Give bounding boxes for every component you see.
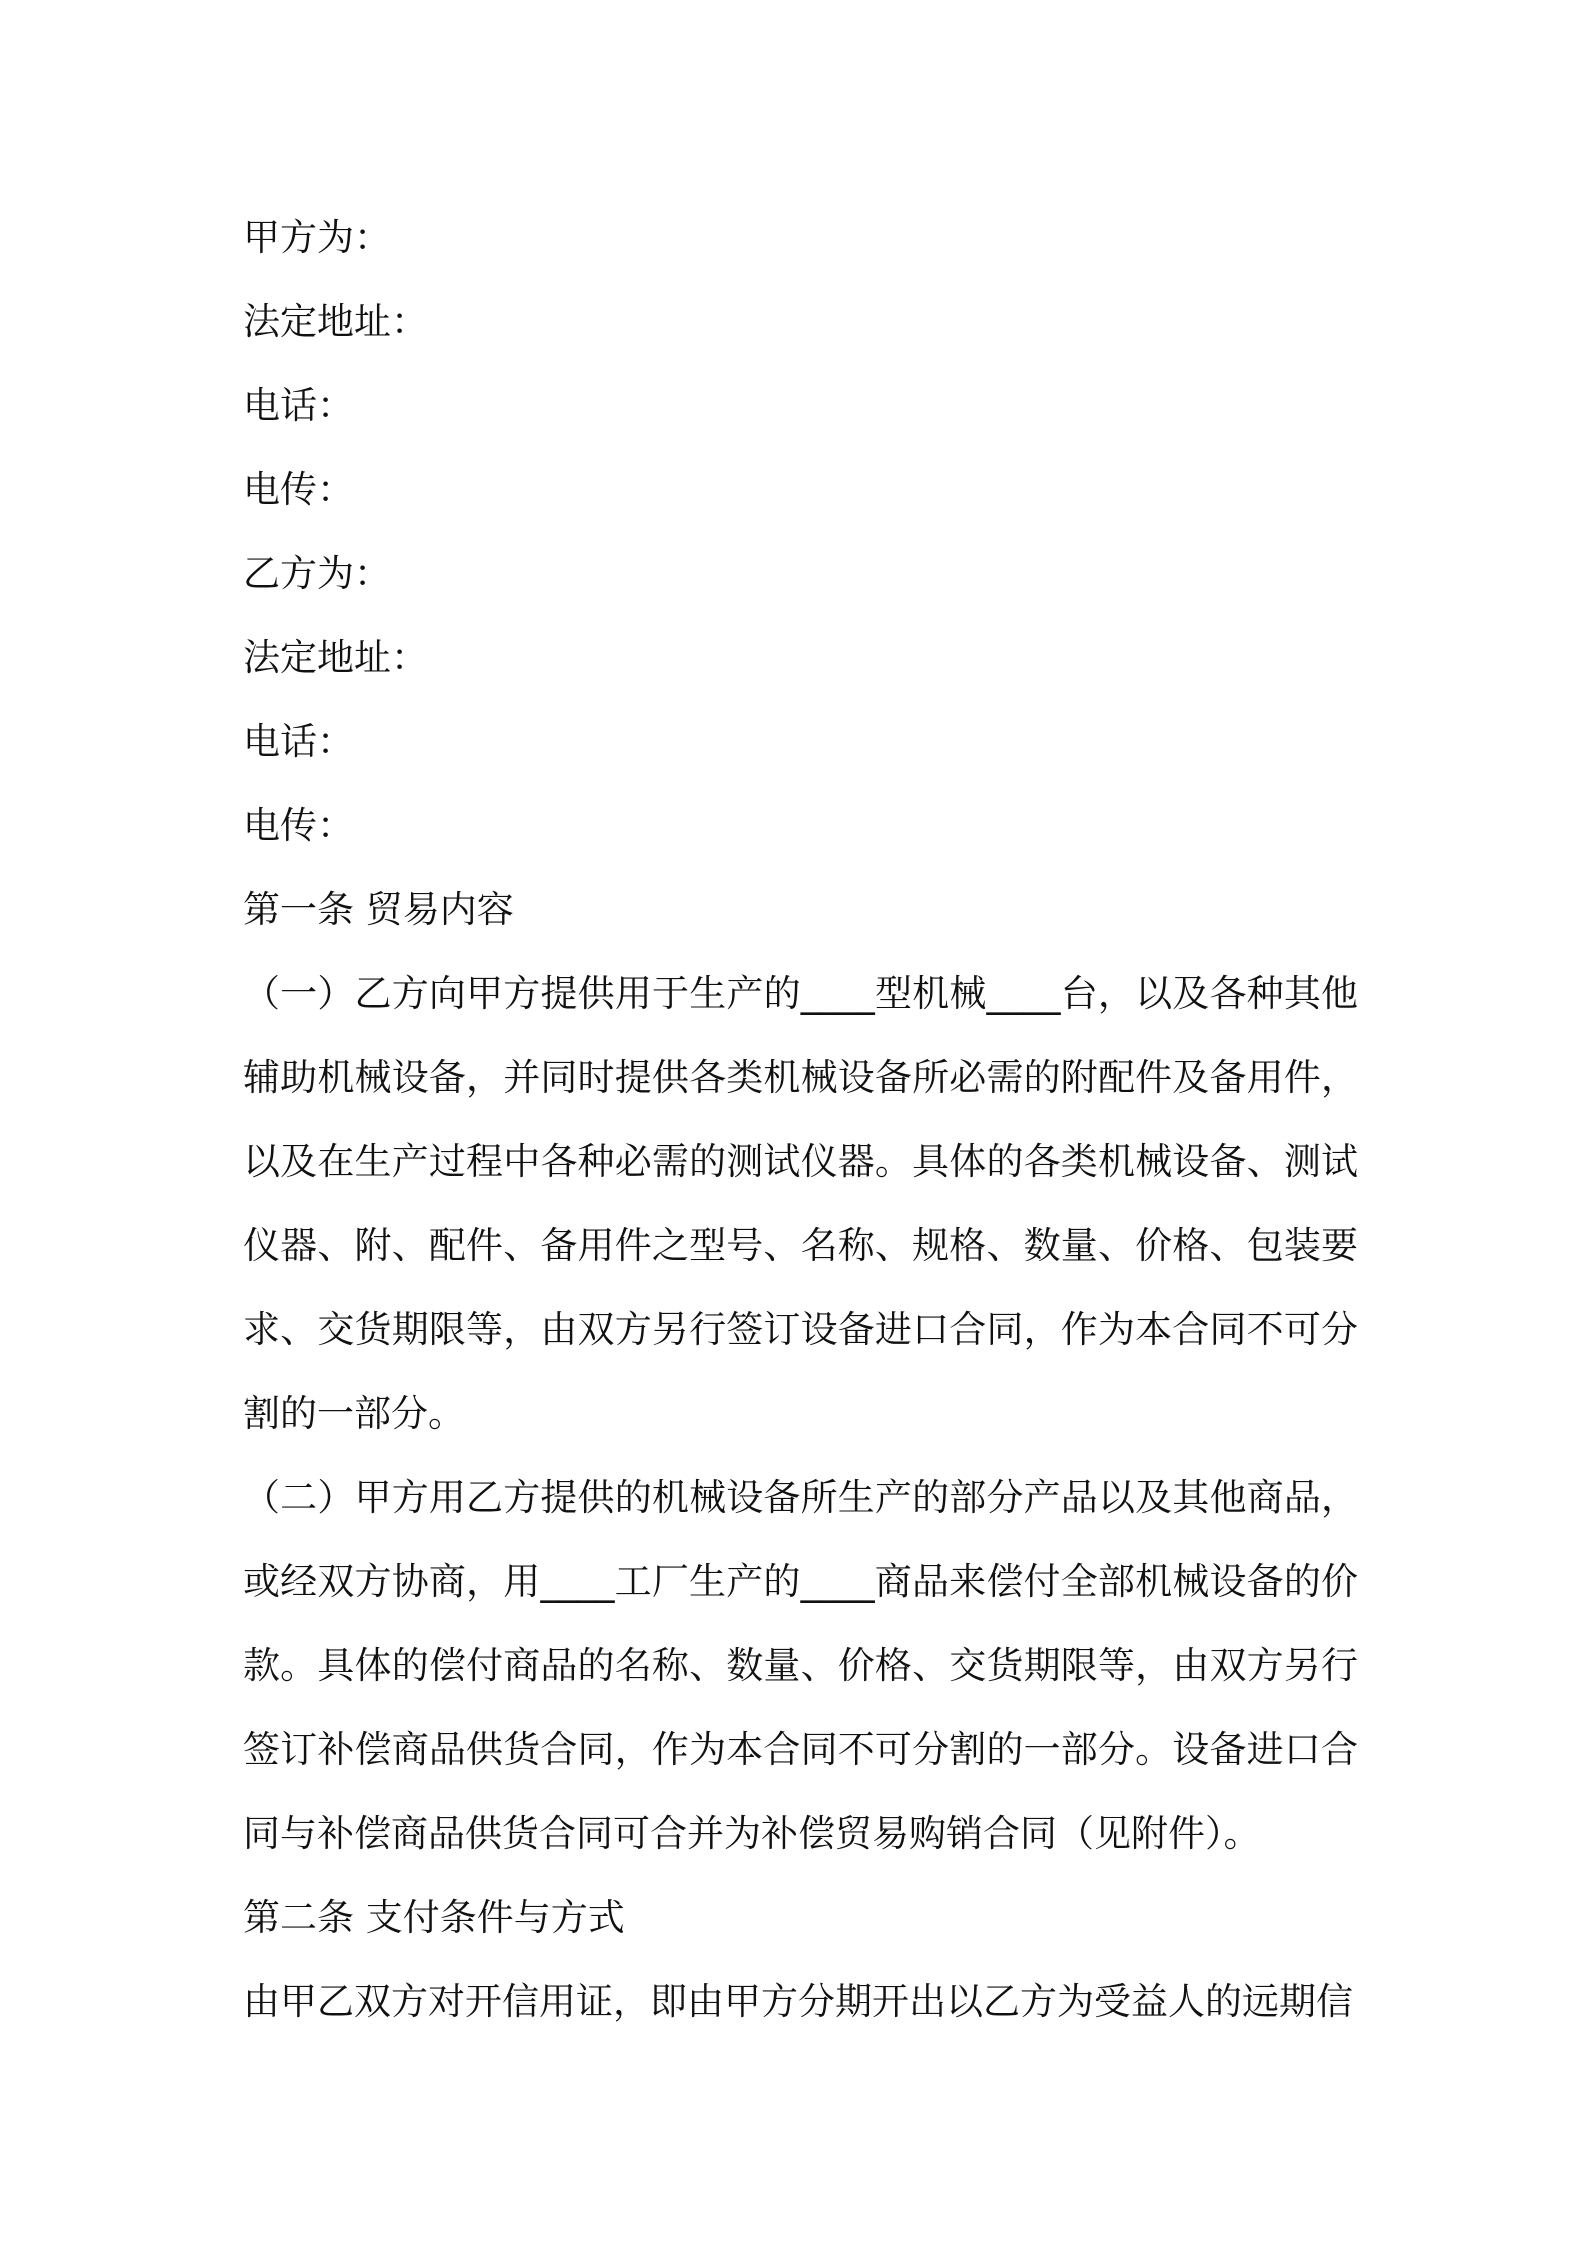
party-b-name-label: 乙方为： [243, 552, 391, 595]
article-1-heading: 第一条 贸易内容 [243, 888, 514, 931]
party-b-phone-label: 电话： [243, 720, 354, 763]
party-a-fax-label: 电传： [243, 468, 354, 511]
party-a-phone-label: 电话： [243, 384, 354, 427]
party-a-address-label: 法定地址： [243, 300, 428, 343]
party-a-name-label: 甲方为： [243, 216, 391, 259]
party-b-address-label: 法定地址： [243, 636, 428, 679]
article-1-clause-1: （一）乙方向甲方提供用于生产的____型机械____台，以及各种其他辅助机械设备，并同时提供各类机械设备所必需的附配件及备用件，以及在生产过程中各种必需的测试仪器。具体的各类机械设备、测试仪器、附、配件、备用件之型号、名称、规格、数量、价格、包装要求、交货期限等，由双方另行签订设备进口合同，作为本合同不可分割的一部分。 [243, 972, 1358, 1435]
article-1-clause-2: （二）甲方用乙方提供的机械设备所生产的部分产品以及其他商品，或经双方协商，用____工厂生产的____商品来偿付全部机械设备的价款。具体的偿付商品的名称、数量、价格、交货期限等，由双方另行签订补偿商品供货合同，作为本合同不可分割的一部分。设备进口合同与补偿商品供货合同可合并为补偿贸易购销合同（见附件）。 [243, 1476, 1358, 1855]
contract-page [243, 196, 1358, 2044]
article-2-heading: 第二条 支付条件与方式 [243, 1896, 625, 1939]
party-b-fax-label: 电传： [243, 804, 354, 847]
article-2-text: 由甲乙双方对开信用证，即由甲方分期开出以乙方为受益人的远期信 [243, 1980, 1353, 2023]
